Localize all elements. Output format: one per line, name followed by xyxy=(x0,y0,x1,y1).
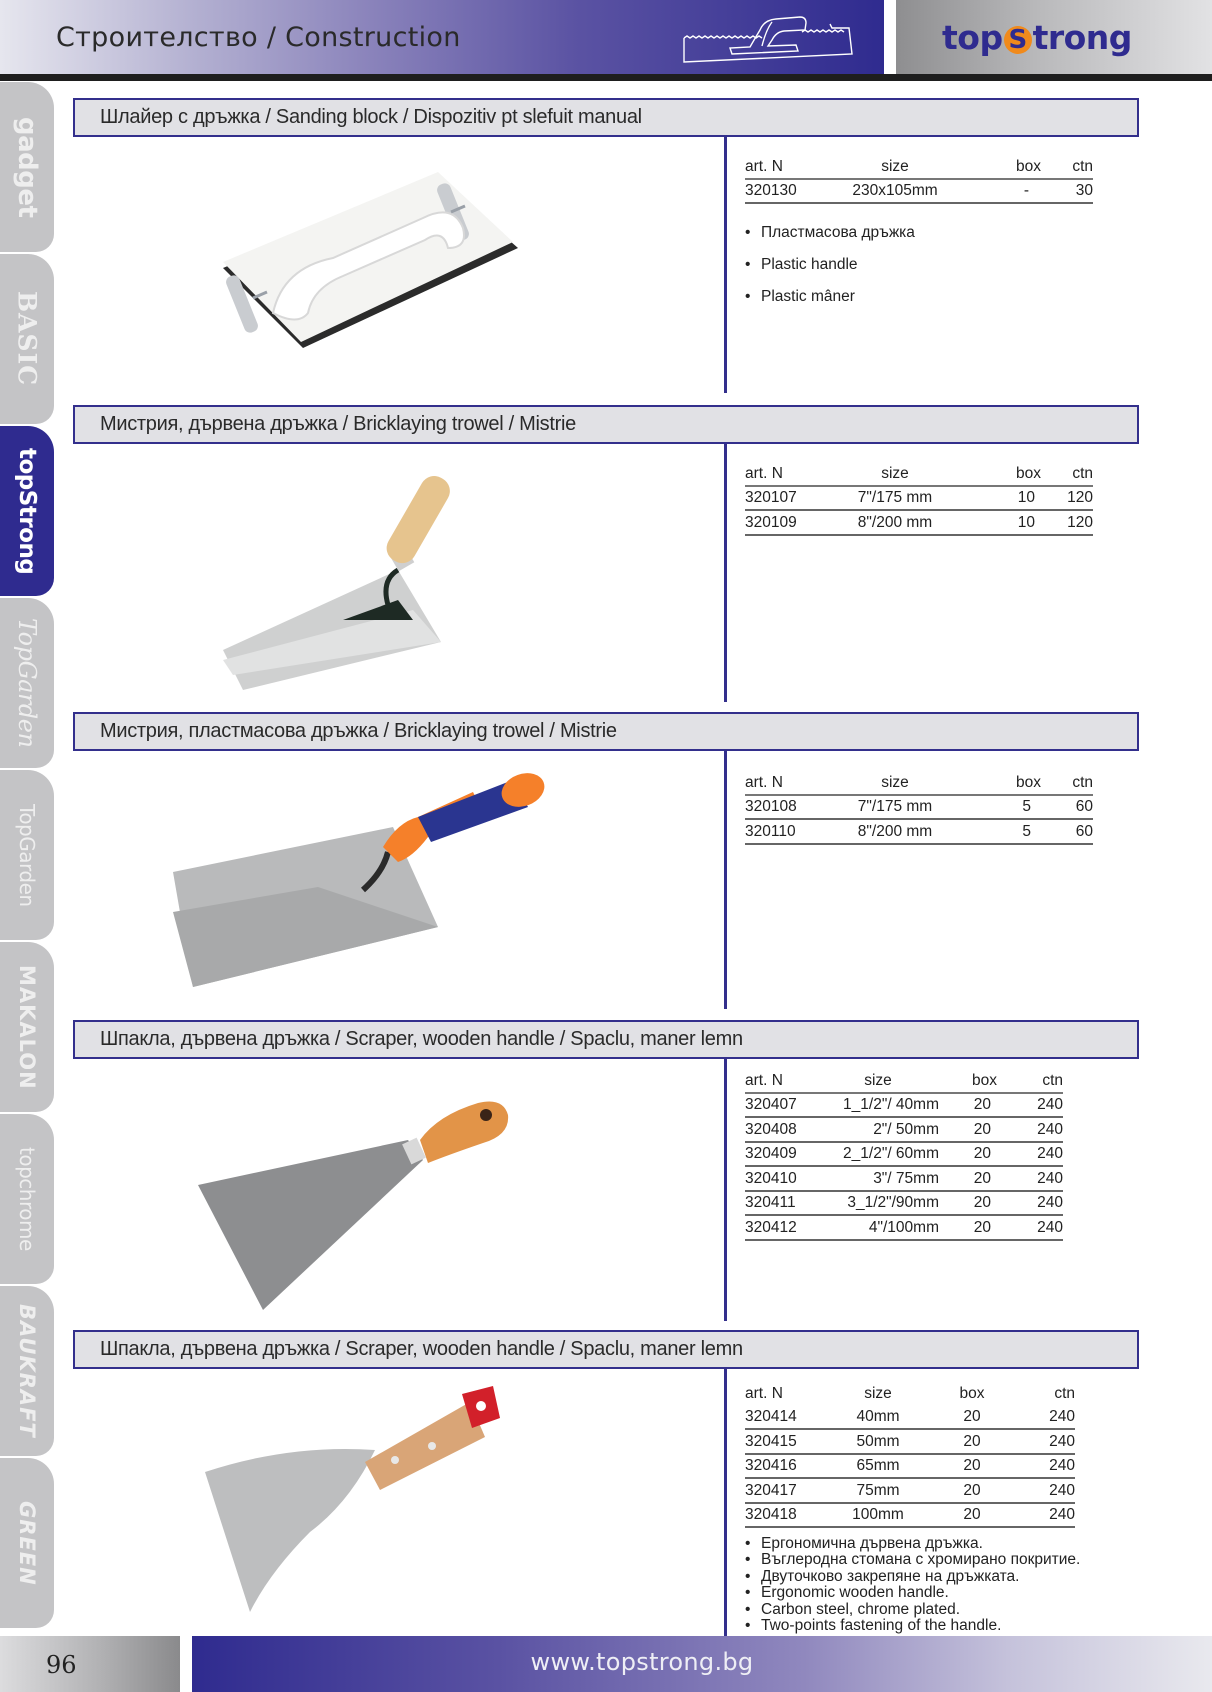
page-title: Строителство / Construction xyxy=(56,22,461,53)
page-number: 96 xyxy=(46,1651,77,1679)
table-header-row xyxy=(745,770,1093,795)
side-tab-label: BAUKRAFT xyxy=(15,1304,39,1438)
plastic-trowel-image xyxy=(173,762,593,1002)
spec-table xyxy=(745,154,1093,204)
column-header-box: box xyxy=(965,770,1041,795)
side-tab-gadget[interactable] xyxy=(0,82,54,252)
spec-block xyxy=(745,770,1093,845)
scraper-red-cap-handle-image xyxy=(200,1382,540,1622)
section-divider xyxy=(724,751,727,1009)
header-band xyxy=(0,0,884,74)
section-divider xyxy=(724,137,727,393)
notched-trowel-icon xyxy=(672,10,862,66)
feature-item: • Въглеродна стомана с хромирано покритие. xyxy=(745,1552,1080,1568)
product-section-sanding-block xyxy=(73,98,1139,396)
column-header-art: art. N xyxy=(745,1384,783,1402)
table-row: 320411 3_1/2"/90mm 20 240 xyxy=(745,1191,1063,1216)
table-row: 320407 1_1/2"/ 40mm 20 240 xyxy=(745,1093,1063,1118)
column-header-art: art. N xyxy=(745,1068,817,1093)
spec-table xyxy=(745,461,1093,536)
spec-block xyxy=(745,154,1093,320)
column-header-box: box xyxy=(965,461,1041,486)
column-header-ctn: ctn xyxy=(1054,1384,1075,1402)
table-row: 320108 7"/175 mm 5 60 xyxy=(745,795,1093,820)
side-tab-topgarden[interactable] xyxy=(0,598,54,768)
scraper-wooden-handle-image xyxy=(198,1085,528,1315)
product-section-plastic-trowel xyxy=(73,712,1139,1010)
section-divider xyxy=(724,1369,727,1637)
feature-item: • Plastic handle xyxy=(745,256,1093,274)
table-header-row xyxy=(745,461,1093,486)
feature-item: • Two-points fastening of the handle. xyxy=(745,1618,1080,1634)
feature-list xyxy=(745,224,1093,306)
column-header-box: box xyxy=(939,1068,997,1093)
table-row: 320409 2_1/2"/ 60mm 20 240 xyxy=(745,1142,1063,1167)
table-header-row xyxy=(745,1380,1075,1405)
page-footer xyxy=(0,1636,1212,1692)
feature-item: • Plastic mâner xyxy=(745,288,1093,306)
table-header-row xyxy=(745,154,1093,179)
section-title: Шпакла, дървена дръжка / Scraper, wooden handle / Spaclu, maner lemn xyxy=(73,1020,1139,1059)
side-tab-label: gadget xyxy=(12,116,42,218)
column-header-ctn: ctn xyxy=(1041,461,1093,486)
table-header-row xyxy=(745,1068,1063,1093)
side-tab-green-tools[interactable] xyxy=(0,1458,54,1628)
spec-table xyxy=(745,1068,1063,1241)
column-header-art: art. N xyxy=(745,770,825,795)
side-tab-baukraft[interactable] xyxy=(0,1286,54,1456)
column-header-size: size xyxy=(825,770,965,795)
section-title: Шпакла, дървена дръжка / Scraper, wooden handle / Spaclu, maner lemn xyxy=(73,1330,1139,1369)
wooden-trowel-image xyxy=(213,460,513,690)
column-header-size: size xyxy=(825,154,965,179)
column-header-size: size xyxy=(817,1068,939,1093)
side-tab-label: MAKALON xyxy=(15,964,39,1090)
spec-block xyxy=(745,1380,1080,1634)
feature-item: • Пластмасова дръжка xyxy=(745,224,1093,242)
spec-block xyxy=(745,1068,1063,1241)
feature-item: • Ергономична дървена дръжка. xyxy=(745,1536,1080,1552)
column-header-size: size xyxy=(825,461,965,486)
brand-logo: top S trong xyxy=(942,18,1132,57)
side-tab-label: BASIC xyxy=(12,291,42,387)
table-row: 320414 40mm 20 240 xyxy=(745,1405,1075,1430)
brand-logo-s-mark: S xyxy=(1004,26,1032,54)
section-title: Шлайер с дръжка / Sanding block / Dispozitiv pt slefuit manual xyxy=(73,98,1139,137)
column-header-size: size xyxy=(864,1384,892,1402)
feature-item: • Ergonomic wooden handle. xyxy=(745,1585,1080,1601)
section-title: Мистрия, дървена дръжка / Bricklaying trowel / Mistrie xyxy=(73,405,1139,444)
side-tab-label: TopGarden xyxy=(15,803,39,907)
column-header-art: art. N xyxy=(745,461,825,486)
table-row: 320416 65mm 20 240 xyxy=(745,1454,1075,1479)
column-header-ctn: ctn xyxy=(1041,154,1093,179)
table-row: 320110 8"/200 mm 5 60 xyxy=(745,819,1093,844)
product-section-wooden-trowel xyxy=(73,405,1139,703)
product-section-scraper-wooden xyxy=(73,1020,1139,1320)
column-header-art: art. N xyxy=(745,154,825,179)
table-row: 320412 4"/100mm 20 240 xyxy=(745,1215,1063,1240)
table-row: 320410 3"/ 75mm 20 240 xyxy=(745,1166,1063,1191)
table-row: 320107 7"/175 mm 10 120 xyxy=(745,486,1093,511)
side-tab-label: GREEN xyxy=(15,1500,39,1586)
side-tab-label: topStrong xyxy=(14,447,40,575)
spec-table xyxy=(745,1380,1075,1528)
section-title: Мистрия, пластмасова дръжка / Bricklaying trowel / Mistrie xyxy=(73,712,1139,751)
page-header xyxy=(0,0,1212,74)
product-section-scraper-red-cap xyxy=(73,1330,1139,1635)
column-header-ctn: ctn xyxy=(1041,770,1093,795)
side-tab-label: topchrome xyxy=(15,1147,39,1251)
feature-item: • Carbon steel, chrome plated. xyxy=(745,1602,1080,1618)
section-divider xyxy=(724,444,727,702)
column-header-box: box xyxy=(959,1384,985,1402)
table-row: 320109 8"/200 mm 10 120 xyxy=(745,510,1093,535)
table-row: 320418 100mm 20 240 xyxy=(745,1503,1075,1528)
side-tab-basic-skill[interactable] xyxy=(0,254,54,424)
section-divider xyxy=(724,1059,727,1321)
side-tab-makalon[interactable] xyxy=(0,942,54,1112)
feature-item: • Двуточково закрепяне на дръжката. xyxy=(745,1569,1080,1585)
column-header-ctn: ctn xyxy=(997,1068,1063,1093)
table-row: 320130 230x105mm - 30 xyxy=(745,179,1093,204)
sanding-block-image xyxy=(213,148,553,388)
page-number-box xyxy=(0,1636,180,1692)
table-row: 320415 50mm 20 240 xyxy=(745,1429,1075,1454)
side-tab-topchrome[interactable] xyxy=(0,1114,54,1284)
website-link[interactable]: www.topstrong.bg xyxy=(530,1648,754,1676)
side-tab-topstrong[interactable] xyxy=(0,426,54,596)
table-row: 320408 2"/ 50mm 20 240 xyxy=(745,1117,1063,1142)
spec-block xyxy=(745,461,1093,536)
footer-band xyxy=(192,1636,1212,1692)
table-row: 320417 75mm 20 240 xyxy=(745,1478,1075,1503)
brand-logo-box xyxy=(896,0,1212,74)
spec-table xyxy=(745,770,1093,845)
header-divider xyxy=(0,74,1212,81)
side-tab-label: TopGarden xyxy=(13,618,41,748)
side-tab-topgarden-premium[interactable] xyxy=(0,770,54,940)
column-header-box: box xyxy=(965,154,1041,179)
feature-list xyxy=(745,1536,1080,1634)
